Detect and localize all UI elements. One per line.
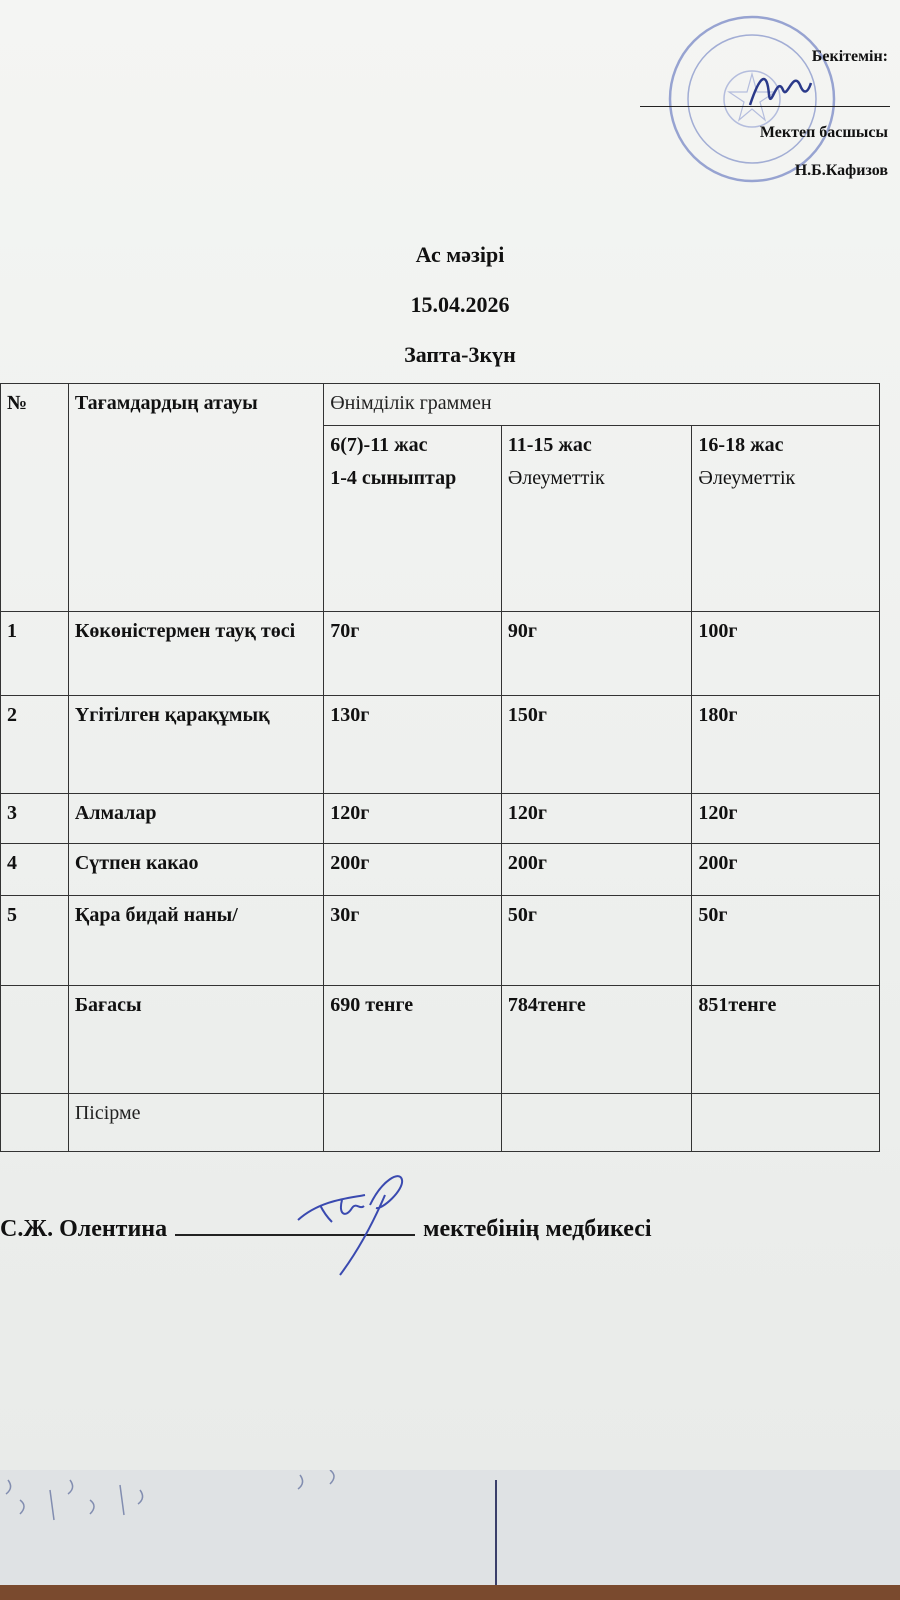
row-number: 5 <box>1 896 69 986</box>
portion-value: 100г <box>692 612 880 696</box>
portion-value: 70г <box>324 612 502 696</box>
row-number: 2 <box>1 696 69 794</box>
empty-cell <box>324 1094 502 1152</box>
menu-table <box>0 383 880 1152</box>
age-group-label: 16-18 жас <box>698 434 784 456</box>
approval-title: Бекітемін: <box>811 48 888 65</box>
age-group-label: 6(7)-11 жас <box>330 434 428 456</box>
column-header-group: Өнімділік граммен <box>324 384 880 426</box>
nurse-signature-icon <box>290 1160 430 1280</box>
nurse-role: мектебінің медбикесі <box>423 1216 652 1242</box>
age-group-1 <box>324 426 502 612</box>
row-number <box>1 1094 69 1152</box>
row-number: 4 <box>1 844 69 896</box>
portion-value: 130г <box>324 696 502 794</box>
portion-value: 120г <box>501 794 692 844</box>
director-signature-icon <box>745 65 815 115</box>
portion-value: 50г <box>501 896 692 986</box>
portion-value: 90г <box>501 612 692 696</box>
dish-name: Сүтпен какао <box>68 844 323 896</box>
underlying-sheet-line <box>495 1480 497 1590</box>
age-group-2 <box>501 426 692 612</box>
pencil-marks-icon <box>0 1470 360 1580</box>
extra-row <box>1 1094 880 1152</box>
table-header-row <box>1 384 880 426</box>
extra-label: Пісірме <box>68 1094 323 1152</box>
row-number: 3 <box>1 794 69 844</box>
approval-role: Мектеп басшысы <box>759 124 888 141</box>
document-day: Запта-3күн <box>404 342 516 367</box>
empty-cell <box>692 1094 880 1152</box>
price-value: 690 тенге <box>324 986 502 1094</box>
row-number <box>1 986 69 1094</box>
portion-value: 180г <box>692 696 880 794</box>
age-group-note: Әлеуметтік <box>698 467 796 489</box>
table-row <box>1 896 880 986</box>
portion-value: 200г <box>501 844 692 896</box>
portion-value: 200г <box>692 844 880 896</box>
table-row <box>1 844 880 896</box>
dish-name: Үгітілген қарақұмық <box>68 696 323 794</box>
dish-name: Алмалар <box>68 794 323 844</box>
table-row <box>1 696 880 794</box>
portion-value: 50г <box>692 896 880 986</box>
portion-value: 120г <box>324 794 502 844</box>
dish-name: Қара бидай наны/ <box>68 896 323 986</box>
price-label: Бағасы <box>68 986 323 1094</box>
price-value: 784тенге <box>501 986 692 1094</box>
approval-name: Н.Б.Кафизов <box>794 162 888 179</box>
price-value: 851тенге <box>692 986 880 1094</box>
portion-value: 120г <box>692 794 880 844</box>
age-group-label: 11-15 жас <box>507 434 592 456</box>
age-group-3 <box>692 426 880 612</box>
table-row <box>1 612 880 696</box>
portion-value: 30г <box>324 896 502 986</box>
empty-cell <box>501 1094 692 1152</box>
column-header-number: № <box>1 384 69 612</box>
document-date: 15.04.2026 <box>410 292 510 317</box>
wooden-table-edge <box>0 1585 900 1600</box>
portion-value: 150г <box>501 696 692 794</box>
column-header-name: Тағамдардың атауы <box>68 384 323 612</box>
age-group-note: 1-4 сыныптар <box>330 467 457 489</box>
document-title: Ас мәзірі <box>415 242 505 267</box>
dish-name: Көкөністермен тауқ төсі <box>68 612 323 696</box>
row-number: 1 <box>1 612 69 696</box>
price-row <box>1 986 880 1094</box>
table-row <box>1 794 880 844</box>
nurse-name: С.Ж. Олентина <box>0 1216 168 1242</box>
age-group-note: Әлеуметтік <box>507 467 605 489</box>
portion-value: 200г <box>324 844 502 896</box>
